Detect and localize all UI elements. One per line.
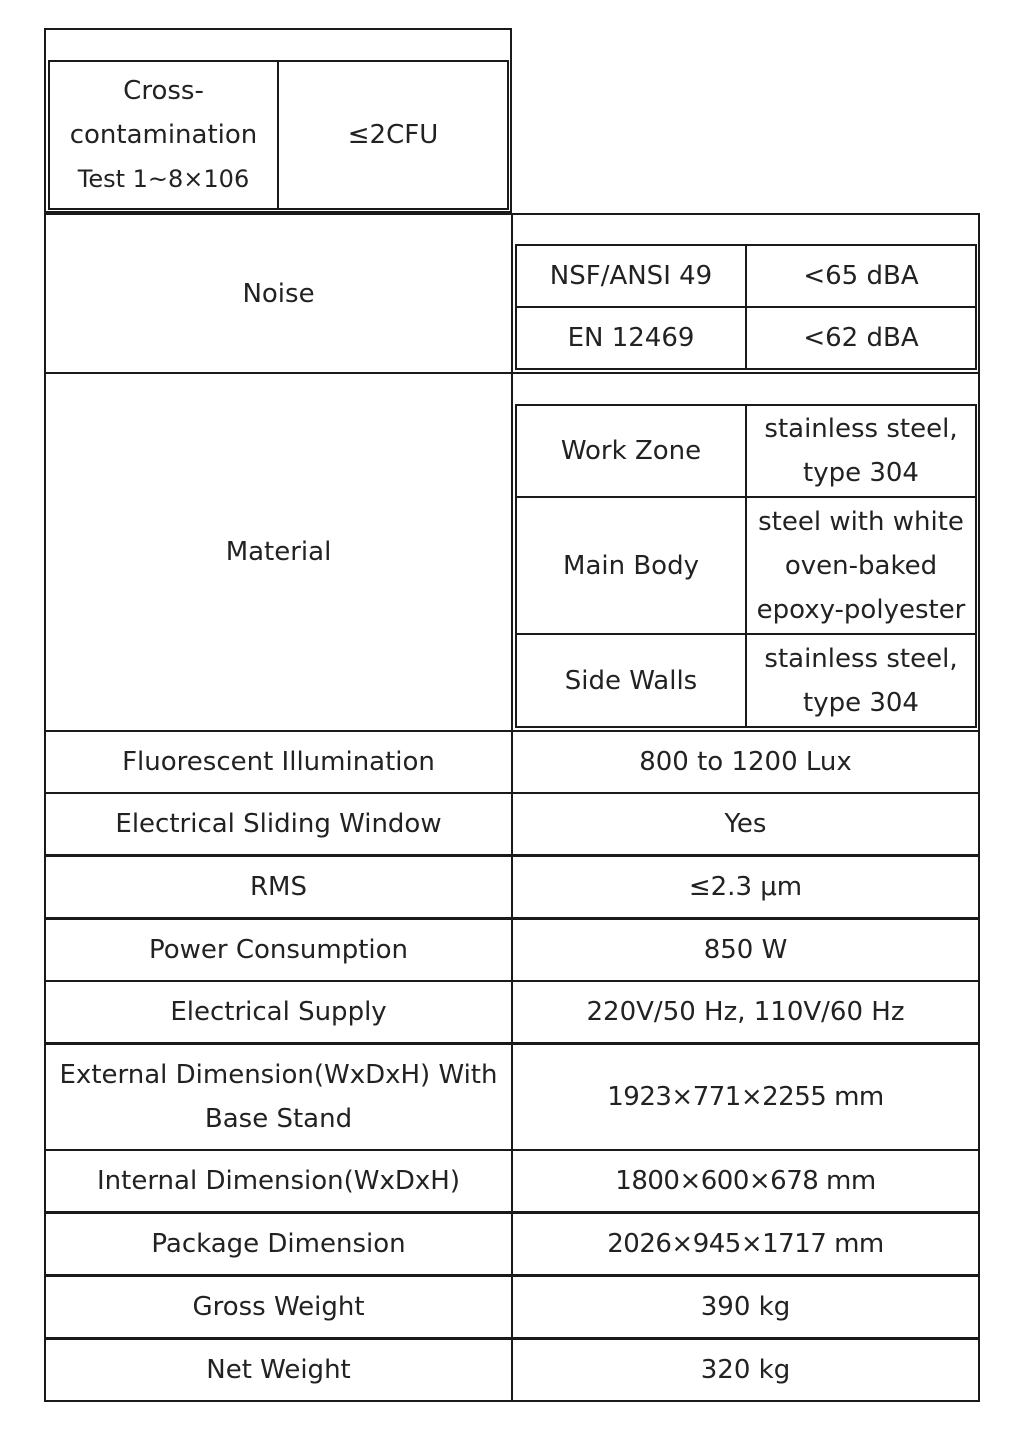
spec-value: 390 kg [511,1275,980,1339]
spec-label: RMS [44,855,513,919]
spec-row-electrical-supply [44,980,980,1044]
spec-value: ≤2.3 μm [511,855,980,919]
cross-contamination-label-line1: Cross- [123,76,204,106]
spec-label: Gross Weight [44,1275,513,1339]
spec-label-line2: Base Stand [204,1104,353,1134]
material-row-side-walls-value [745,633,977,728]
spec-value: 1923×771×2255 mm [511,1043,980,1151]
material-row-work-zone-value [745,404,977,498]
noise-standard-text: EN 12469 [567,323,695,353]
cross-contamination-label-line3: Test 1~8×106 [77,165,250,193]
spec-label: Net Weight [44,1338,513,1402]
material-value-line: steel with white [758,506,964,537]
spec-label: Power Consumption [44,918,513,982]
spec-label: Electrical Sliding Window [44,792,513,856]
spec-label: Internal Dimension(WxDxH) [44,1149,513,1213]
spec-value: 800 to 1200 Lux [511,730,980,794]
spec-value: Yes [511,792,980,856]
spec-value: 1800×600×678 mm [511,1149,980,1213]
spec-value: 320 kg [511,1338,980,1402]
spec-value: 2026×945×1717 mm [511,1212,980,1276]
spec-row-net-weight [44,1338,980,1402]
spec-label: Fluorescent Illumination [44,730,513,794]
noise-row-1-standard [515,244,747,308]
cross-contamination-label-cell [48,60,279,210]
material-part-text: Work Zone [560,436,702,466]
cross-contamination-value: ≤2CFU [347,120,439,150]
spec-row-internal-dimension [44,1149,980,1213]
spec-value: 850 W [511,918,980,982]
material-value-line: stainless steel, [764,414,958,444]
noise-row-1-value [745,244,977,308]
material-part-text: Side Walls [564,665,698,696]
noise-label-cell [44,213,513,374]
noise-standard-text: NSF/ANSI 49 [549,261,713,291]
cross-contamination-label-line2: contamination [69,120,258,150]
spec-row-power-consumption [44,918,980,982]
spec-row-electrical-sliding-window [44,792,980,856]
spec-label: Electrical Supply [44,980,513,1044]
noise-label: Noise [242,278,315,309]
spec-row-package-dimension [44,1212,980,1276]
material-label: Material [225,537,332,567]
material-value-line: oven-baked [784,550,938,581]
spec-row-fluorescent-illumination [44,730,980,794]
spec-label: Package Dimension [44,1212,513,1276]
material-value-line: type 304 [803,687,919,718]
material-row-main-body-part [515,496,747,635]
noise-value-text: <62 dBA [803,323,919,353]
spec-row-gross-weight [44,1275,980,1339]
spec-label [44,1043,513,1151]
spec-row-external-dimension [44,1043,980,1151]
material-row-main-body-value [745,496,977,635]
material-label-cell [44,372,513,732]
material-row-work-zone-part [515,404,747,498]
material-part-text: Main Body [563,550,699,581]
material-row-side-walls-part [515,633,747,728]
material-value-line: epoxy-polyester [756,594,966,625]
noise-value-text: <65 dBA [803,261,919,291]
spec-label-line1: External Dimension(WxDxH) With [59,1060,498,1090]
spec-value: 220V/50 Hz, 110V/60 Hz [511,980,980,1044]
noise-row-2-standard [515,306,747,370]
spec-row-rms [44,855,980,919]
noise-row-2-value [745,306,977,370]
material-value-line: stainless steel, [764,643,958,674]
material-value-line: type 304 [803,458,919,488]
cross-contamination-value-cell [277,60,509,210]
